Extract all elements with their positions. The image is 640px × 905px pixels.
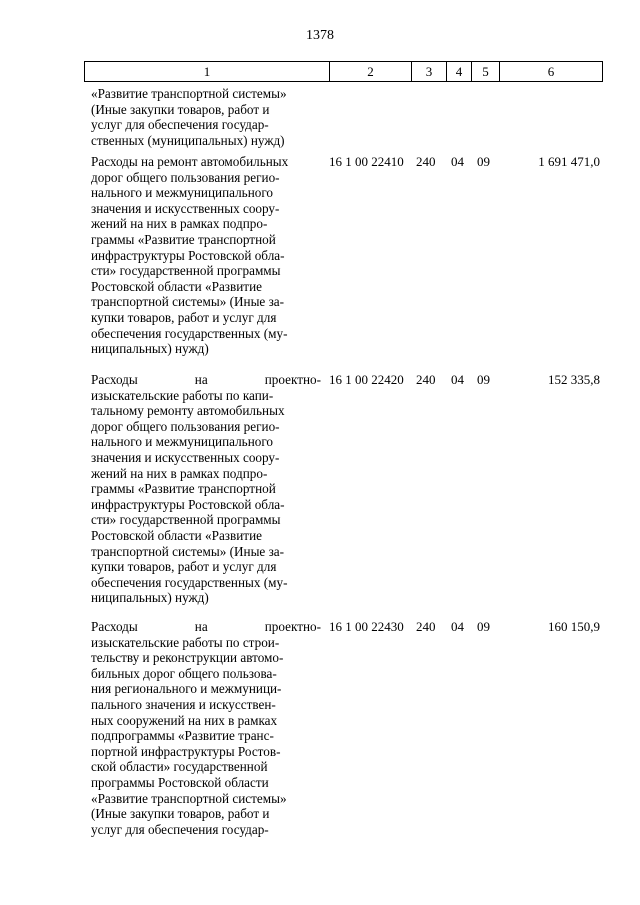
desc-line: Ростовской области «Развитие — [91, 278, 262, 294]
desc-line: ния регионального и межмуници- — [91, 681, 282, 697]
page-number: 1378 — [306, 28, 334, 43]
row-sum: 152 335,8 — [548, 372, 600, 387]
row-description — [91, 372, 321, 606]
desc-line: Расходы на ремонт автомобильных — [91, 154, 289, 169]
row-description — [91, 86, 321, 148]
desc-line: тальному ремонту автомобильных — [91, 403, 285, 419]
desc-line: инфраструктуры Ростовской обла- — [91, 247, 285, 263]
row-vr: 240 — [416, 619, 436, 634]
desc-line: нального и межмуниципального — [91, 185, 274, 201]
desc-line: Расходы на проектно- — [91, 372, 321, 387]
desc-line: бильных дорог общего пользова- — [91, 665, 277, 681]
desc-line: ных сооружений на них в рамках — [91, 712, 278, 728]
desc-line: дорог общего пользования регио- — [91, 169, 280, 185]
desc-line: услуг для обеспечения государ- — [91, 821, 269, 837]
desc-line: (Иные закупки товаров, работ и — [91, 806, 270, 822]
desc-line: «Развитие транспортной системы» — [91, 790, 287, 806]
desc-line: изыскательские работы по строи- — [91, 634, 280, 650]
desc-line: портной инфраструктуры Ростов- — [91, 743, 281, 759]
row-rz: 04 — [451, 619, 464, 634]
row-pr: 09 — [477, 372, 490, 387]
desc-line: жений на них в рамках подпро- — [91, 216, 268, 232]
header-col-1: 1 — [85, 62, 330, 81]
row-code: 16 1 00 22430 — [329, 619, 404, 634]
row-rz: 04 — [451, 154, 464, 169]
table-header — [84, 61, 603, 82]
desc-line: инфраструктуры Ростовской обла- — [91, 496, 285, 512]
row-rz: 04 — [451, 372, 464, 387]
desc-line: значения и искусственных соору- — [91, 449, 280, 465]
row-code: 16 1 00 22420 — [329, 372, 404, 387]
desc-line: купки товаров, работ и услуг для — [91, 559, 277, 575]
desc-line: сти» государственной программы — [91, 263, 281, 279]
desc-line: нального и межмуниципального — [91, 434, 274, 450]
row-description — [91, 154, 321, 357]
desc-line: граммы «Развитие транспортной — [91, 481, 276, 497]
desc-line: ственных (муниципальных) нужд) — [91, 132, 285, 148]
desc-line: ниципальных) нужд) — [91, 590, 209, 606]
desc-line: обеспечения государственных (му- — [91, 325, 288, 341]
row-sum: 1 691 471,0 — [538, 154, 600, 169]
row-pr: 09 — [477, 154, 490, 169]
header-col-3: 3 — [412, 62, 447, 81]
desc-line: тельству и реконструкции автомо- — [91, 650, 284, 666]
row-sum: 160 150,9 — [548, 619, 600, 634]
desc-line: транспортной системы» (Иные за- — [91, 543, 285, 559]
desc-line: значения и искусственных соору- — [91, 200, 280, 216]
desc-line: изыскательские работы по капи- — [91, 387, 274, 403]
row-pr: 09 — [477, 619, 490, 634]
desc-line: программы Ростовской области — [91, 774, 269, 790]
desc-line: «Развитие транспортной системы» — [91, 86, 287, 101]
desc-line: ниципальных) нужд) — [91, 341, 209, 357]
header-col-6: 6 — [547, 64, 555, 79]
desc-line: услуг для обеспечения государ- — [91, 117, 269, 133]
desc-line: ской области» государственной — [91, 759, 268, 775]
desc-line: обеспечения государственных (му- — [91, 574, 288, 590]
desc-line: пального значения и искусствен- — [91, 696, 276, 712]
header-col-4: 4 — [447, 62, 472, 81]
desc-line: купки товаров, работ и услуг для — [91, 309, 277, 325]
desc-line: подпрограммы «Развитие транс- — [91, 728, 274, 744]
row-description — [91, 619, 321, 837]
desc-line: (Иные закупки товаров, работ и — [91, 101, 270, 117]
desc-line: транспортной системы» (Иные за- — [91, 294, 285, 310]
desc-line: жений на них в рамках подпро- — [91, 465, 268, 481]
header-col-5: 5 — [472, 62, 500, 81]
desc-line: сти» государственной программы — [91, 512, 281, 528]
header-col-2: 2 — [330, 62, 412, 81]
row-vr: 240 — [416, 154, 436, 169]
desc-line: граммы «Развитие транспортной — [91, 231, 276, 247]
row-code: 16 1 00 22410 — [329, 154, 404, 169]
desc-line: Расходы на проектно- — [91, 619, 321, 634]
desc-line: Ростовской области «Развитие — [91, 527, 262, 543]
desc-line: дорог общего пользования регио- — [91, 418, 280, 434]
row-vr: 240 — [416, 372, 436, 387]
